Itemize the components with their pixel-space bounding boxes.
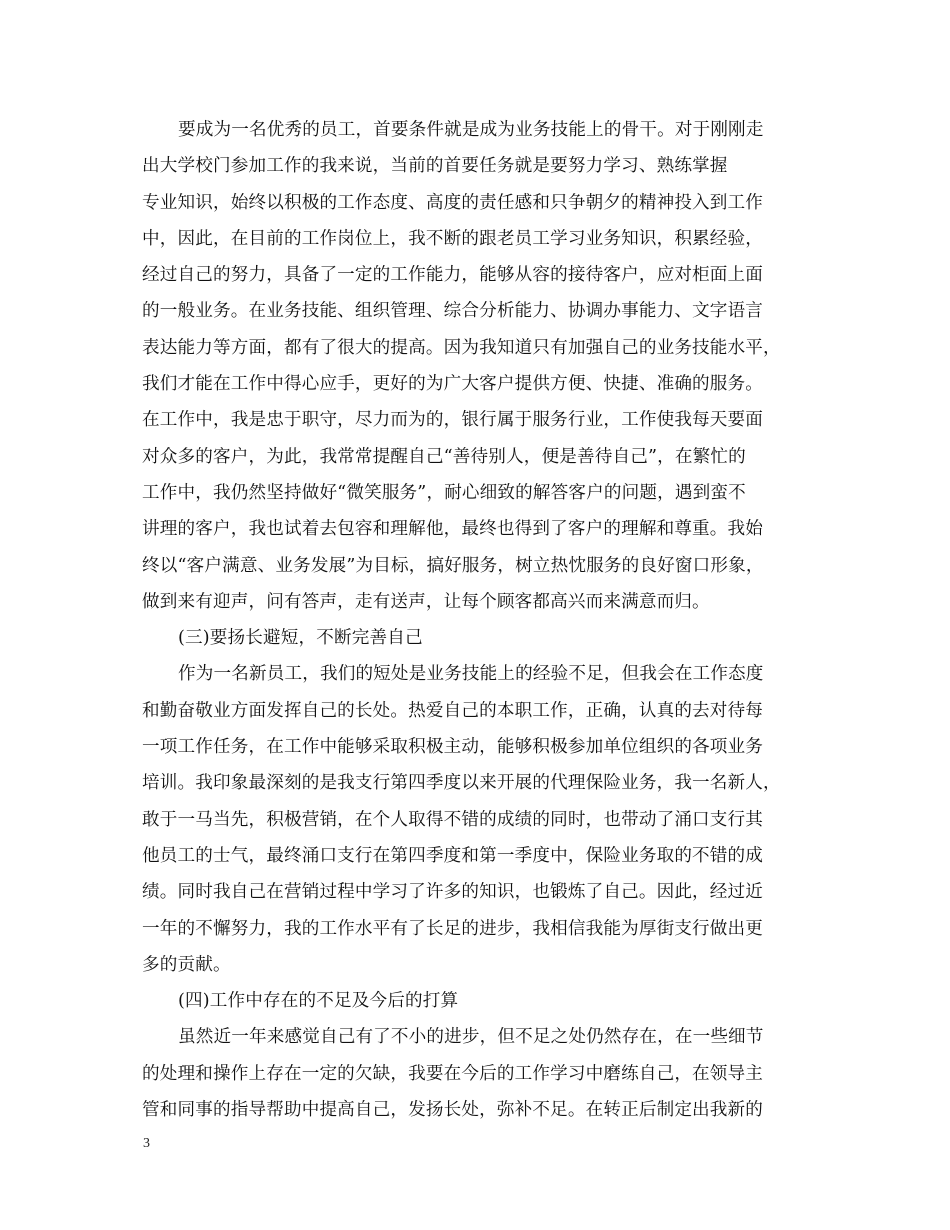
text-line: 培训。我印象最深刻的是我支行第四季度以来开展的代理保险业务，我一名新人， <box>142 773 781 794</box>
text-line: 我们才能在工作中得心应手，更好的为广大客户提供方便、快捷、准确的服务。 <box>142 374 764 395</box>
text-line: 敢于一马当先，积极营销，在个人取得不错的成绩的同时，也带动了涌口支行其 <box>142 809 764 830</box>
paragraph <box>142 1056 832 1129</box>
paragraph <box>142 983 832 1019</box>
text-line: 一项工作任务，在工作中能够采取积极主动，能够积极参加单位组织的各项业务 <box>142 737 764 758</box>
text-line: 对众多的客户，为此，我常常提醒自己“善待别人，便是善待自己”，在繁忙的 <box>142 446 746 467</box>
document-body <box>142 112 832 1128</box>
text-line: 做到来有迎声，问有答声，走有送声，让每个顾客都高兴而来满意而归。 <box>142 591 710 612</box>
text-line: 的一般业务。在业务技能、组织管理、综合分析能力、协调办事能力、文字语言 <box>142 301 764 322</box>
paragraph <box>142 185 832 621</box>
text-line: 一年的不懈努力，我的工作水平有了长足的进步，我相信我能为厚街支行做出更 <box>142 918 764 939</box>
text-line: 出大学校门参加工作的我来说，当前的首要任务就是要努力学习、熟练掌握 <box>142 156 728 177</box>
text-line: 绩。同时我自己在营销过程中学习了许多的知识，也锻炼了自己。因此，经过近 <box>142 882 764 903</box>
paragraph <box>142 656 832 692</box>
text-line: (三)要扬长避短，不断完善自己 <box>178 628 423 649</box>
paragraph <box>142 1019 832 1055</box>
text-line: 经过自己的努力，具备了一定的工作能力，能够从容的接待客户，应对柜面上面 <box>142 265 764 286</box>
text-line: 作为一名新员工，我们的短处是业务技能上的经验不足，但我会在工作态度 <box>178 664 764 685</box>
text-line: 讲理的客户，我也试着去包容和理解他，最终也得到了客户的理解和尊重。我始 <box>142 519 764 540</box>
text-line: 要成为一名优秀的员工，首要条件就是成为业务技能上的骨干。对于刚刚走 <box>178 120 764 140</box>
text-line: 终以“客户满意、业务发展”为目标，搞好服务，树立热忱服务的良好窗口形象， <box>142 555 764 576</box>
text-line: 他员工的士气，最终涌口支行在第四季度和第一季度中，保险业务取的不错的成 <box>142 845 764 866</box>
text-line: 工作中，我仍然坚持做好“微笑服务”，耐心细致的解答客户的问题，遇到蛮不 <box>142 482 746 503</box>
text-line: (四)工作中存在的不足及今后的打算 <box>178 991 459 1012</box>
text-line: 的处理和操作上存在一定的欠缺，我要在今后的工作学习中磨练自己，在领导主 <box>142 1063 764 1084</box>
page-number: 3 <box>143 1136 150 1151</box>
text-line: 管和同事的指导帮助中提高自己，发扬长处，弥补不足。在转正后制定出我新的 <box>142 1100 764 1121</box>
paragraph <box>142 693 832 983</box>
text-line: 表达能力等方面，都有了很大的提高。因为我知道只有加强自己的业务技能水平， <box>142 337 781 358</box>
text-line: 虽然近一年来感觉自己有了不小的进步，但不足之处仍然存在，在一些细节 <box>178 1027 764 1048</box>
text-line: 专业知识，始终以积极的工作态度、高度的责任感和只争朝夕的精神投入到工作 <box>142 192 764 213</box>
paragraph <box>142 620 832 656</box>
text-line: 在工作中，我是忠于职守，尽力而为的，银行属于服务行业，工作使我每天要面 <box>142 410 764 431</box>
paragraph <box>142 112 832 185</box>
text-line: 中，因此，在目前的工作岗位上，我不断的跟老员工学习业务知识，积累经验， <box>142 228 764 249</box>
text-line: 多的贡献。 <box>142 954 231 975</box>
text-line: 和勤奋敬业方面发挥自己的长处。热爱自己的本职工作，正确，认真的去对待每 <box>142 700 764 721</box>
